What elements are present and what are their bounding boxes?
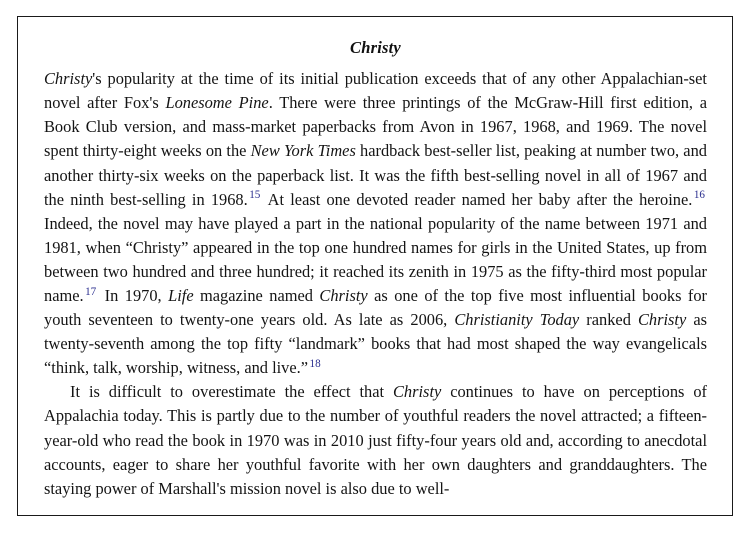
- text-run: as one of the top five most influential books for youth seventeen to twenty-one years old. As late as 2006,: [44, 285, 708, 330]
- footnote-marker-16[interactable]: 16: [693, 189, 705, 202]
- text-run: In 1970,: [98, 285, 169, 305]
- italic-title-text: Christianity Today: [454, 310, 580, 330]
- text-run: 's popularity at the time of its initial publication exceeds that of any other Appalachian-set novel after Fox's: [44, 69, 707, 113]
- italic-title-text: New York Times: [250, 141, 356, 161]
- text-run: as twenty-seventh among the top fifty “landmark” books that had most shaped the way evangelicals “think, talk, worship, witness, and live.”: [44, 310, 707, 378]
- document-page-frame: [17, 16, 733, 516]
- body-paragraph-2: [44, 380, 707, 500]
- italic-title-text: Lonesome Pine: [165, 93, 269, 113]
- footnote-marker-18[interactable]: 18: [309, 357, 321, 370]
- page-title: Christy: [350, 38, 401, 57]
- text-run: Indeed, the novel may have played a part in the national popularity of the name between 1971 and 1981, when “Christy” appeared in the top one hundred names for girls in the United States, up from between two hundred and three hundred; it reached its zenith in 1975 as the fifty-third most popular name.: [44, 213, 707, 305]
- text-run: At least one devoted reader named her baby after the heroine.: [262, 189, 693, 209]
- text-run: It is difficult to overestimate the effect that: [70, 382, 393, 402]
- text-run: ranked: [579, 310, 638, 330]
- text-run: magazine named: [193, 285, 320, 305]
- text-run: . There were three printings of the McGraw-Hill first edition, a Book Club version, and mass-market paperbacks from Avon in 1967, 1968, and 1969. The novel spent thirty-eight weeks on the: [44, 93, 707, 161]
- italic-title-text: Christy: [44, 69, 93, 89]
- document-text-column: [44, 27, 707, 501]
- italic-title-text: Christy: [637, 310, 687, 330]
- italic-title-text: Life: [168, 285, 194, 305]
- footnote-marker-17[interactable]: 17: [85, 285, 97, 298]
- text-run: continues to have on perceptions of Appalachia today. This is partly due to the number of youthful readers the novel attracted; a fifteen-year-old who read the book in 1970 was in 2010 just fifty-four years old and, according to anecdotal accounts, eager to share her youthful favorite with her own daughters and granddaughters. The staying power of Marshall's mission novel is also due to well-: [44, 382, 707, 498]
- text-run: hardback best-seller list, peaking at number two, and another thirty-six weeks on the paperback list. It was the fifth best-selling novel in all of 1967 and the ninth best-selling in 1968.: [44, 141, 707, 209]
- footnote-marker-15[interactable]: 15: [249, 189, 261, 202]
- italic-title-text: Christy: [319, 285, 368, 305]
- italic-title-text: Christy: [393, 382, 442, 402]
- body-paragraph-1: [44, 67, 707, 380]
